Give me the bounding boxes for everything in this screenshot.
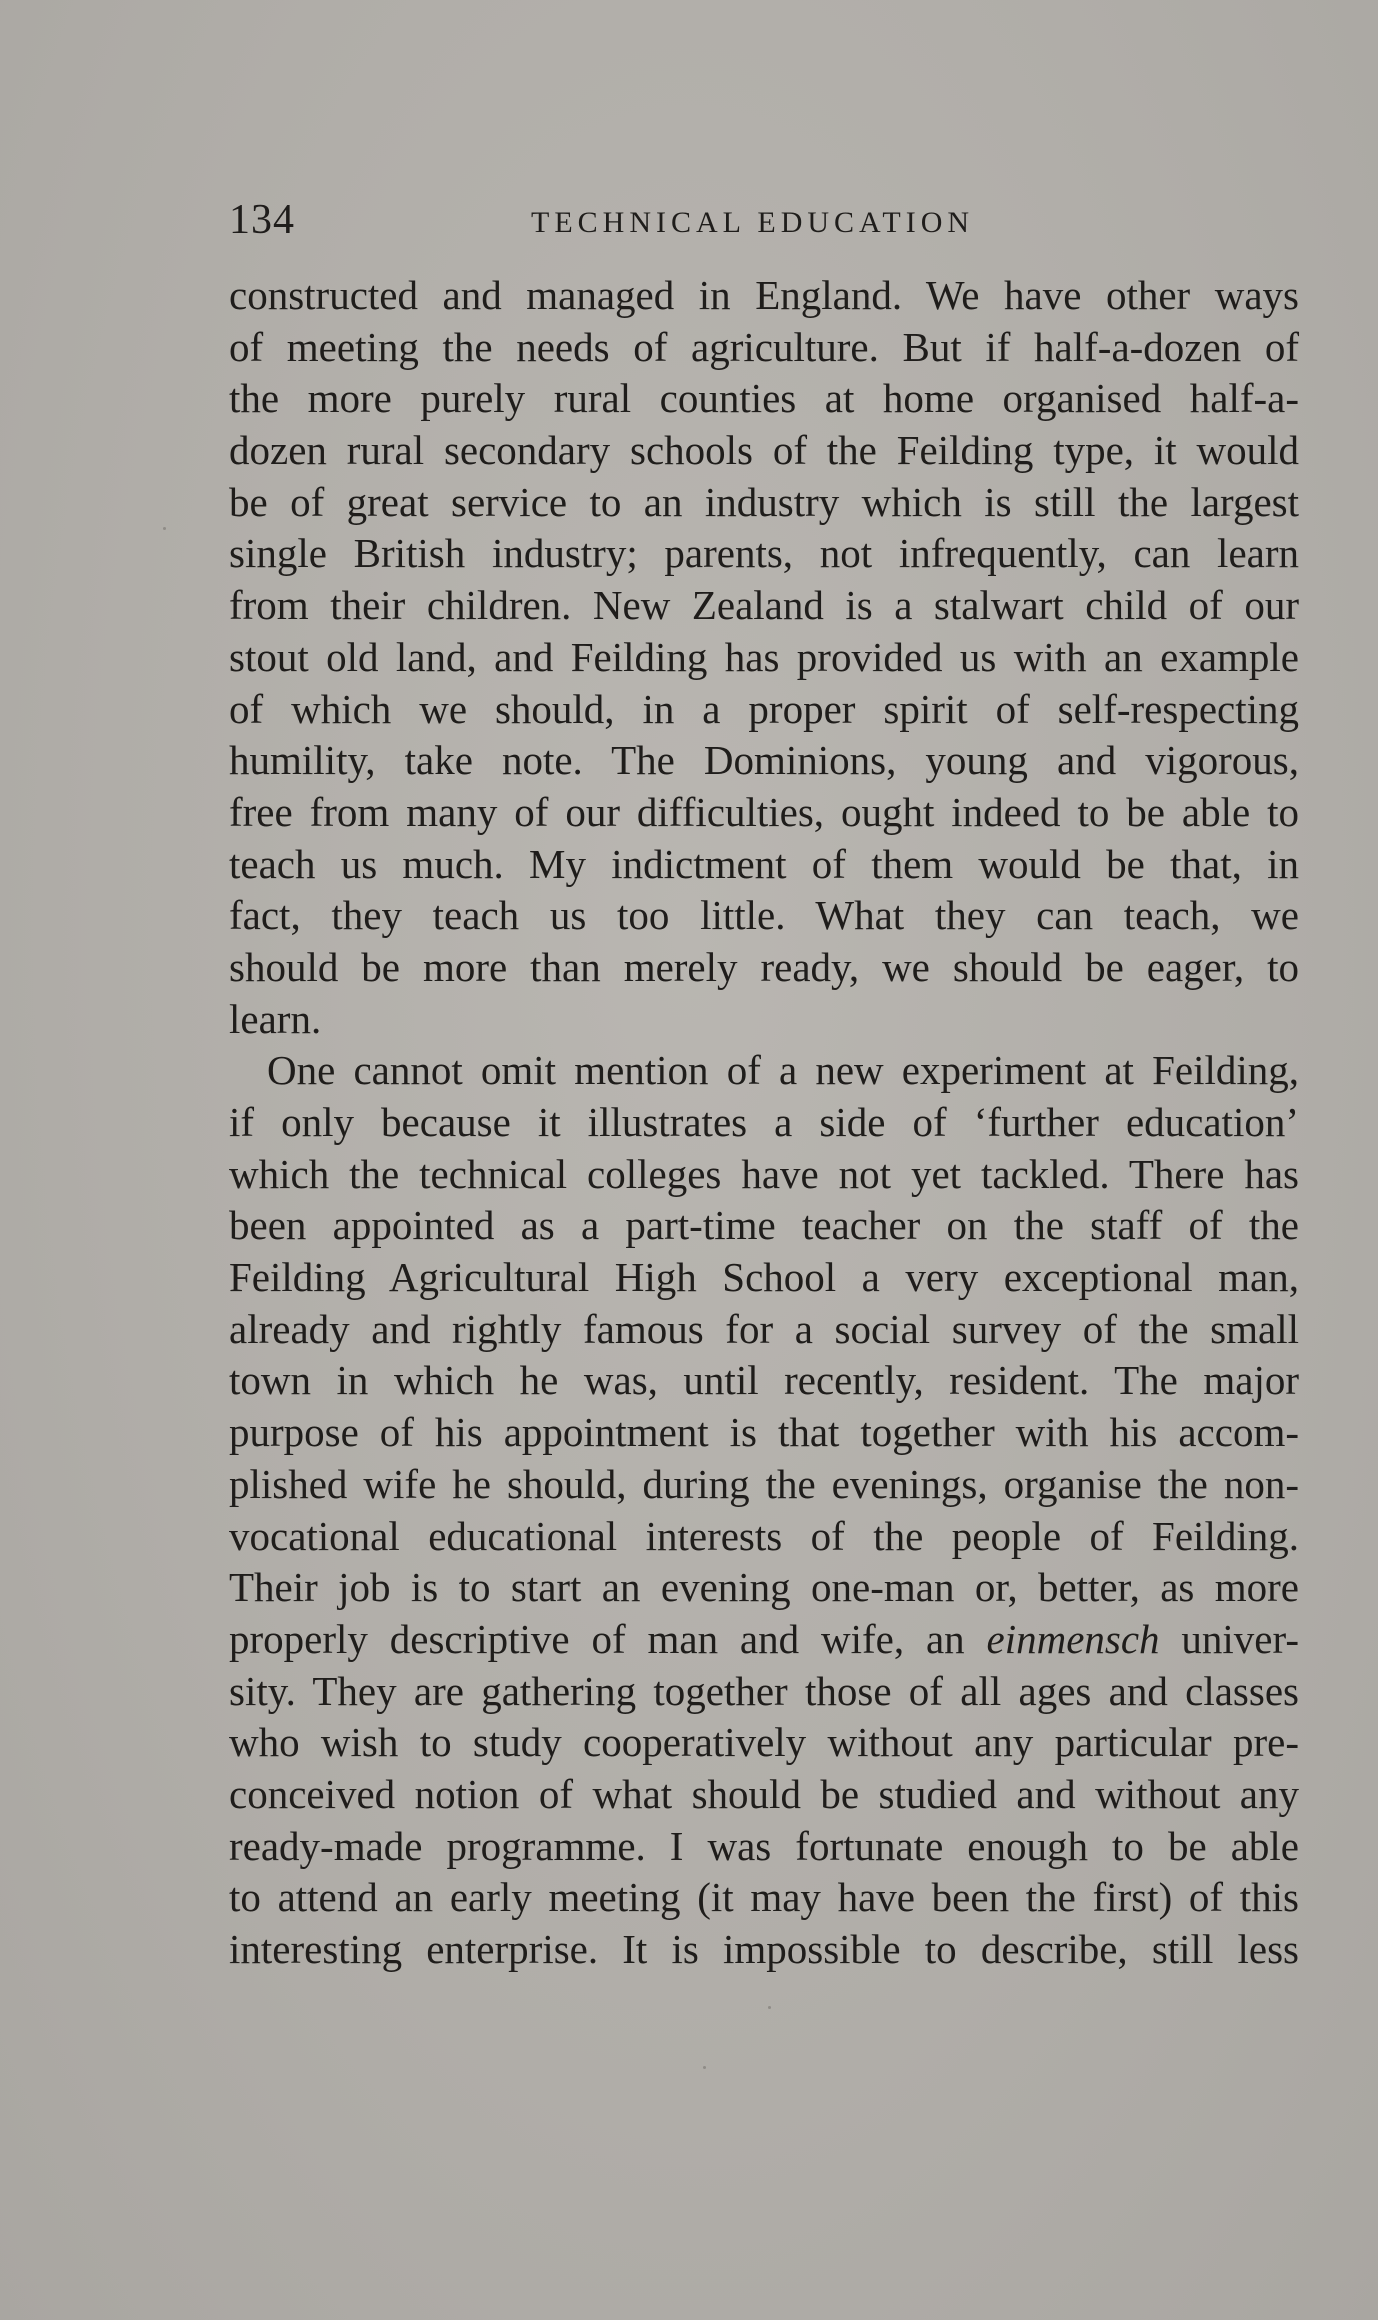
text-line: single British industry; parents, not infrequently, can learn — [229, 530, 1299, 577]
paragraph — [229, 1045, 1299, 1975]
text-line: been appointed as a part-time teacher on the staff of the — [229, 1202, 1299, 1249]
text-line: properly descriptive of man and wife, an einmensch univer- — [229, 1615, 1299, 1662]
text-line: which the technical colleges have not yet tackled. There has — [229, 1150, 1299, 1197]
italic-word: einmensch — [986, 1615, 1160, 1662]
text-line: teach us much. My indictment of them would be that, in — [229, 840, 1299, 887]
text-line: dozen rural secondary schools of the Feilding type, it would — [229, 427, 1299, 474]
paragraph — [229, 270, 1299, 1045]
text-line: plished wife he should, during the evenings, organise the non- — [229, 1460, 1299, 1507]
text-line: town in which he was, until recently, resident. The major — [229, 1357, 1299, 1404]
text-line: fact, they teach us too little. What they can teach, we — [229, 892, 1299, 939]
text-line: from their children. New Zealand is a stalwart child of our — [229, 582, 1299, 629]
text-line: Their job is to start an evening one-man or, better, as more — [229, 1564, 1299, 1611]
text-line: stout old land, and Feilding has provided us with an example — [229, 633, 1299, 680]
text-line: to attend an early meeting (it may have been the first) of this — [229, 1874, 1299, 1921]
text-line: conceived notion of what should be studied and without any — [229, 1770, 1299, 1817]
paper-speck — [703, 2066, 706, 2069]
text-line: constructed and managed in England. We have other ways — [229, 272, 1299, 318]
text-line: be of great service to an industry which is still the largest — [229, 478, 1299, 525]
body-text — [229, 270, 1299, 1976]
text-line: free from many of our difficulties, ought indeed to be able to — [229, 788, 1299, 835]
text-line: the more purely rural counties at home organised half-a- — [229, 375, 1299, 422]
text-line: purpose of his appointment is that together with his accom- — [229, 1409, 1299, 1456]
text-line: sity. They are gathering together those of all ages and classes — [229, 1667, 1299, 1714]
paper-speck — [163, 527, 166, 530]
text-line: vocational educational interests of the people of Feilding. — [229, 1512, 1299, 1559]
page-header — [229, 196, 1299, 256]
text-line: learn. — [229, 995, 322, 1042]
page-number: 134 — [229, 197, 295, 243]
paper-speck — [768, 2006, 771, 2009]
text-line: Feilding Agricultural High School a very exceptional man, — [229, 1254, 1299, 1301]
text-line: One cannot omit mention of a new experiment at Feilding, — [267, 1047, 1299, 1094]
text-line: already and rightly famous for a social survey of the small — [229, 1305, 1299, 1352]
text-line: should be more than merely ready, we should be eager, to — [229, 943, 1299, 990]
text-line: of which we should, in a proper spirit of self-respecting — [229, 685, 1299, 732]
text-line: humility, take note. The Dominions, young and vigorous, — [229, 737, 1299, 784]
text-line: interesting enterprise. It is impossible to describe, still less — [229, 1926, 1299, 1972]
running-head: TECHNICAL EDUCATION — [531, 206, 975, 239]
text-line: if only because it illustrates a side of ‘further education’ — [229, 1099, 1299, 1145]
text-line: ready-made programme. I was fortunate enough to be able — [229, 1822, 1299, 1869]
text-line: who wish to study cooperatively without any particular pre- — [229, 1719, 1299, 1766]
text-line: of meeting the needs of agriculture. But if half-a-dozen of — [229, 323, 1299, 370]
